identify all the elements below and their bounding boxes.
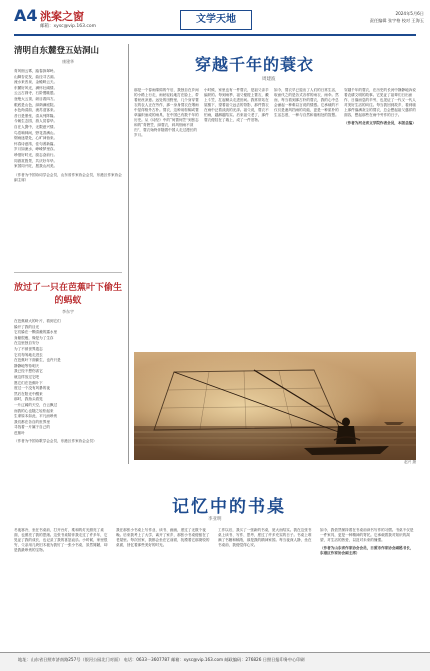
poem-line: 东麓好风光，满怀壮阔情。	[14, 85, 58, 90]
book-article-note: （作者为山东省作家协会会员，日照市作家协会副秘书长，东港区作家协会副主席）	[320, 546, 414, 555]
poem-line: 水色尚清韵，流苏迎客来。	[14, 108, 58, 113]
main-article-col4: 穿越千年的蓑衣，在历史的长河中静静地诉说着农耕文明的故事。它见证了祖辈们日出而作、日落而息的辛劳，也见证了一代又一代人对美好生活的向往。每当我回到故乡，看到墙上那件落满灰尘的蓑衣，总会想起祖父慈祥的面容，想起那些在雨中劳作的日子。	[344, 88, 416, 117]
header-meta	[340, 10, 424, 24]
poem1-title: 清明自东麓登五姑洞山	[14, 46, 100, 56]
main-article-title: 穿越千年的蓑衣	[195, 55, 315, 74]
header-editors: 责任编辑 张宇格 校对 王海玉	[369, 18, 424, 23]
poem2-section	[14, 280, 122, 444]
book-article-author: 李亚明	[208, 517, 222, 522]
poem-line: 珍惜好时光，励志奋前行。	[14, 152, 58, 157]
poem-line: 云云古刹寺，石阶慢歇憩。	[14, 91, 58, 96]
poem-line: 山脚杏花发，曲径寻古洞。	[14, 74, 58, 79]
poem-line: 岁月如流水，峥嵘梦里存。	[14, 147, 58, 152]
poem-line: 我们都在各自的世界里	[14, 419, 50, 424]
header-email: 邮箱：xysc@vip.163.com	[40, 24, 96, 29]
poem-line: 身躯很瘦，像是为了生存	[14, 335, 54, 340]
page-number: A4	[14, 6, 38, 25]
book-article-title: 记忆中的书桌	[172, 497, 286, 517]
book-article-col4-wrap	[320, 528, 416, 648]
poem1-body	[14, 69, 122, 170]
poem-line: 家国同兴旺，愿我山河美。	[14, 164, 58, 169]
main-article-author: 周建波	[262, 77, 276, 82]
poem-line: 那时，我抬头看见	[14, 397, 43, 402]
poem1-author: 康建华	[62, 59, 74, 64]
poem-line: 怀春诗意浓，佳句著新篇。	[14, 141, 58, 146]
poem-line: 青风细云雾，踏春探翠岭。	[14, 69, 58, 73]
poem-line: 在这里独自安分	[14, 341, 40, 346]
footer-text: 地址：山东省日照市济南路257号（银河公园北门对面） 电话：0633－3607787 邮箱：xysc@vip.163.com 邮政编码：276826 日照日报印务中心印刷	[18, 657, 305, 662]
photo-caption: 赵兴 摄	[404, 460, 416, 464]
poem-line: 今朝生态园，游人赏春华。	[14, 119, 58, 124]
poem-line: 登绝大云顶，纵目看四方。	[14, 96, 58, 101]
poem-line: 而我的心也随之轻松起来	[14, 408, 54, 413]
poem-line: 在芭蕉硕大的叶片，看到它们	[14, 319, 61, 323]
fishing-photo	[134, 352, 416, 460]
poem1-note: （作者为中国诗词学会会员，山东省作家协会会员，东港区作家协会副主席）	[14, 172, 122, 182]
poem2-note: （作者为中国诗歌学会会员，东港区作家协会会员）	[14, 439, 97, 444]
poem-line: 自在人寰中，无限意兴情。	[14, 124, 58, 129]
main-article-col4-wrap	[344, 88, 416, 350]
poem2-title: 放过了一只在芭蕉叶下偷生的蚂蚁	[14, 283, 123, 306]
poem-line: 生命原本如此，平凡而珍贵	[14, 414, 58, 419]
section-label: 文学天地	[180, 10, 252, 30]
poem-line: 昔日是堡垒，清兵列阵隆。	[14, 113, 58, 118]
poem-line: 然后在阳光中醒来	[14, 391, 43, 396]
header-date: 2024年5月6日	[395, 11, 424, 16]
book-article-col4: 如今，我依然保持着在书桌前读书写作的习惯。书桌不仅是一件家具，更是一种精神的寄托。它承载着我对知识的渴望，对生活的热爱，以及对未来的憧憬。	[320, 528, 414, 542]
poem-line: 一片辽阔的天空，白云飘过	[14, 402, 58, 407]
poem-line: 它们匆匆地走进去	[14, 352, 43, 357]
poem-line: 流水来晋泉，金蟾映云天。	[14, 80, 58, 85]
brand-title: 洮案之窗	[40, 10, 84, 23]
poem-line: 烟雨迷蒙处，心旷神怡来。	[14, 136, 58, 141]
poem-line: 度过一个没有风暴的夜	[14, 386, 50, 391]
poem-line: 芭蕉叶	[14, 430, 25, 435]
page-header	[0, 0, 430, 36]
poem-line: 就这样放过它吧	[14, 374, 40, 379]
poem2-body	[14, 319, 122, 436]
main-article-col1: 那是一个春雨绵绵的午后，我独自在乡间的小路上行走，雨丝轻轻地打在脸上，带着丝丝凉意。远处的田野里，几个身穿蓑衣的农人正在劳作，那一身身蓑衣在烟雨中显得格外古朴。蓑衣，这种用棕榈或蓑草编织而成的雨具，在中国已有数千年的历史。从《诗经》中的“何蓑何笠”到张志和的“青箬笠，绿蓑衣，斜风细雨不须归”，蓑衣始终伴随着中国人走过漫长的岁月。	[134, 88, 199, 137]
poem-line: 鸟语响林间，野花香满山。	[14, 130, 58, 135]
poem-line: 静静地等待明天	[14, 363, 40, 368]
main-article-col2: 小时候，家里也有一件蓑衣，是祖父亲手编织的。每到雨季，祖父便披上蓑衣，戴上斗笠，扛起锄头走进田间。我常常站在屋檐下，望着祖父远去的背影，那件蓑衣在雨中泛着淡淡的光泽。祖父说，蓑衣不怕雨，越淋越结实。后来祖父老了，那件蓑衣便挂在了墙上，成了一件旧物。	[204, 88, 269, 122]
book-article-col2: 我在那张小书桌上写作业、读书、画画，度过了无数个夜晚。后来我考上了大学，离开了家乡，那张小书桌便留在了老屋里。每次回家，我都会坐在它前面，抚摸着它那斑驳的桌面，回忆着那些美好的时光。	[116, 528, 210, 547]
poem-line: 眼底是山色，绿荫满庭院。	[14, 102, 58, 107]
poem-line: 在芭蕉叶下面偷生，也许只是	[14, 358, 61, 363]
column-divider	[128, 44, 129, 464]
fishing-photo-image	[134, 352, 416, 460]
poem-line: 躲开了我的目光	[14, 324, 40, 329]
poem-line: 它们躲在一颗清澈的露水里	[14, 330, 58, 335]
main-article-col3: 如今，蓑衣早已退出了人们的日常生活，取而代之的是各式各样的雨衣、雨伞。然而，每当看到那古朴的蓑衣，我的心中总会涌起一种难以言说的情感。它承载的不仅仅是遮风挡雨的功能，更是一种质朴的生活态度，一种与自然和谐相处的智慧。	[274, 88, 339, 117]
poem-line: 同游赏胜景，共庆好年华。	[14, 158, 58, 163]
poem-line: 我已经不想伤害它	[14, 369, 43, 374]
main-article-note: （作者为河北省文学院作者会员，本版总编）	[344, 121, 416, 125]
poem-line: 为了不被世界遗忘	[14, 346, 43, 351]
poem2-author: 李东宇	[62, 309, 74, 314]
left-separator	[14, 272, 122, 273]
poem-line: 寻找着一片属于自己的	[14, 425, 50, 430]
poem-line: 愿它们在芭蕉叶下	[14, 380, 43, 385]
book-article-col1: 冬夜寒冷，坐在书桌前，打开台灯，柔和的灯光照亮了桌面，也照亮了我的思绪。这张书桌陪伴我走过了许多年，它见证了我的成长，也记录了我的喜怒哀乐。小时候，家里很穷，父亲用几块旧木板为我钉了一张小书桌，虽然简陋，却是我最珍贵的宝物。	[14, 528, 108, 552]
book-article-col3: 工作以后，我买了一张新的书桌，宽大而结实。我在这张书桌上读书、写作、思考，度过了许多充实的日子。书桌上堆满了书籍和稿纸，那是我的精神家园。每当夜深人静，坐在书桌前，我便觉得心安。	[218, 528, 312, 547]
poem1-section	[14, 44, 122, 183]
header-rule	[14, 34, 416, 36]
